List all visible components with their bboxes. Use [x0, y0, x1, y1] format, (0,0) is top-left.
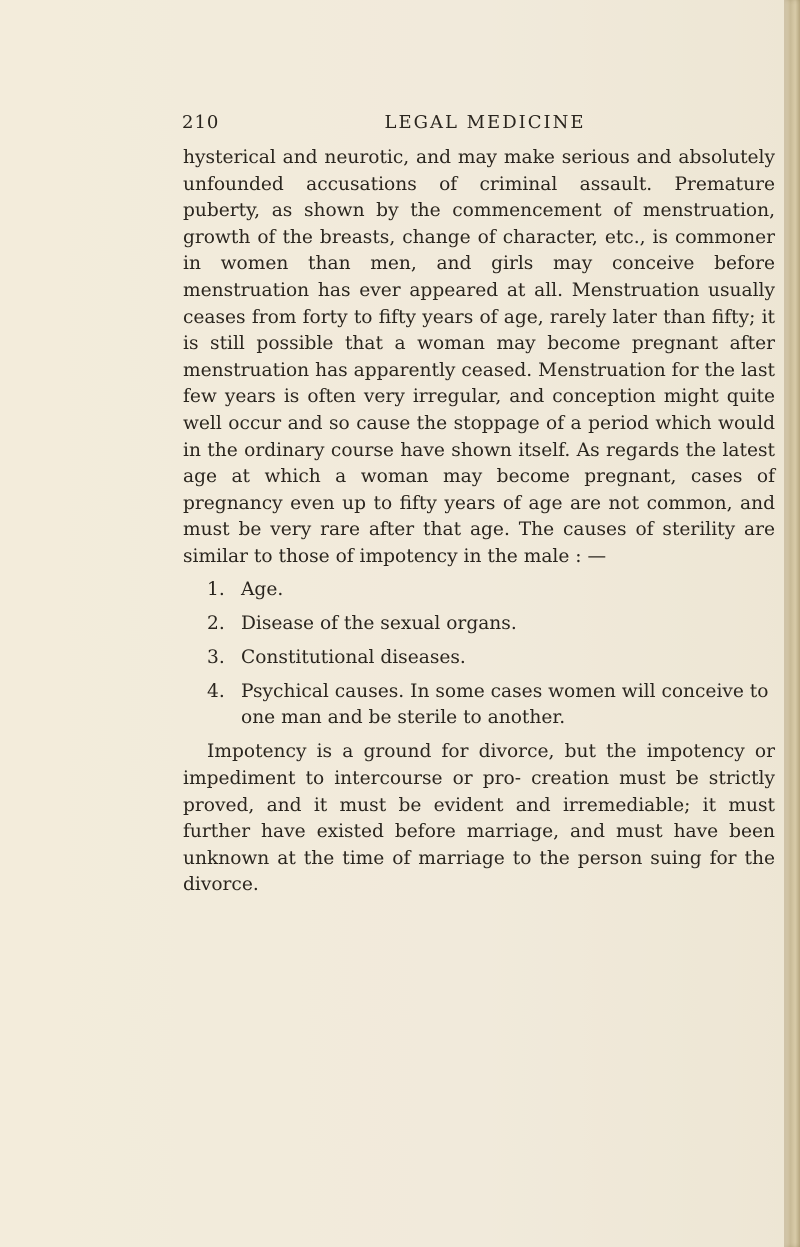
list-item-number: 3.: [207, 646, 225, 668]
list-item-text: Disease of the sexual organs.: [241, 612, 517, 634]
list-item-number: 2.: [207, 612, 225, 634]
list-item-text: Psychical causes. In some cases women will conceive to one man and be sterile to another.: [241, 680, 769, 729]
paragraph-2: Impotency is a ground for divorce, but the impotency or impediment to intercourse or pro- creation must be strictly proved, and it must be evident and irremediable; it must further have existed before marriage, and must have been unknown at the time of marriage to the person suing for the divorce.: [183, 741, 775, 896]
running-head: [182, 112, 778, 142]
page-edge-shadow: [784, 0, 800, 1247]
page-body: [183, 145, 775, 899]
list-item: [183, 577, 775, 604]
running-title: LEGAL MEDICINE: [384, 112, 586, 133]
list-item-number: 4.: [207, 680, 225, 702]
list-item: [183, 645, 775, 672]
list-item: [183, 611, 775, 638]
list-item-text: Constitutional diseases.: [241, 646, 466, 668]
list-item-text: Age.: [241, 578, 284, 600]
list-item: [183, 679, 775, 732]
page-number: 210: [182, 112, 220, 133]
paragraph-1: hysterical and neurotic, and may make serious and absolutely unfounded accusations of criminal assault. Premature puberty, as shown by the commencement of menstruation, growth of the breasts, change of character, etc., is commoner in women than men, and girls may conceive before menstruation has ever appeared at all. Menstruation usually ceases from forty to fifty years of age, rarely later than fifty; it is still possible that a woman may become pregnant after menstruation has apparently ceased. Menstruation for the last few years is often very irregular, and conception might quite well occur and so cause the stoppage of a period which would in the ordinary course have shown itself. As regards the latest age at which a woman may become pregnant, cases of pregnancy even up to fifty years of age are not common, and must be very rare after that age. The causes of sterility are similar to those of impotency in the male : —: [183, 147, 775, 567]
list-item-number: 1.: [207, 578, 225, 600]
sterility-causes-list: [183, 577, 775, 732]
